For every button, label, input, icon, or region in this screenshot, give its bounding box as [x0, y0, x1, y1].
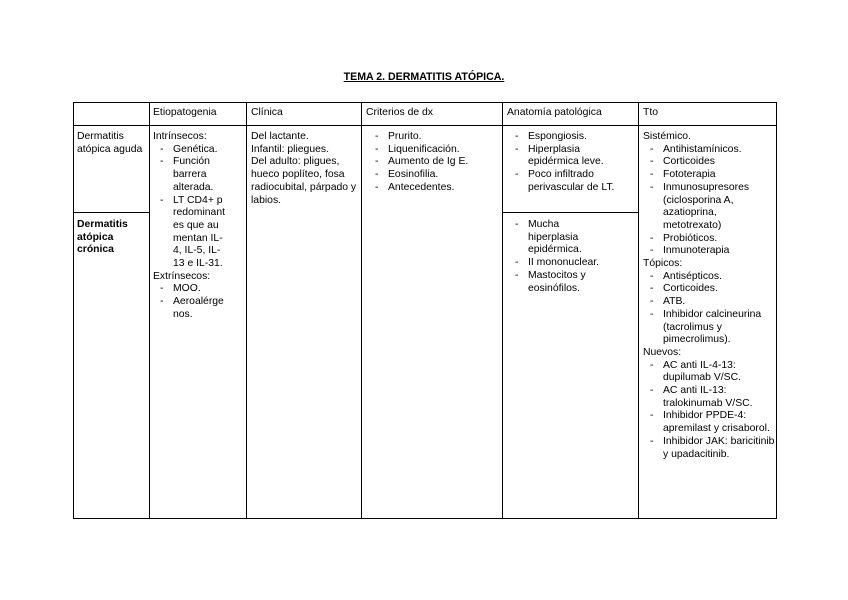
header-clinica: Clínica [251, 107, 283, 118]
tto-cell [643, 131, 775, 461]
list-item: - Inhibidor calcineurina (tacrolimus y pimecrolimus). [643, 309, 775, 347]
list-item: - Inmunoterapia [643, 245, 775, 258]
anatomia-cronica-cell [508, 219, 628, 295]
list-item: - Poco infiltrado perivascular de LT. [508, 169, 628, 194]
intrinsecos-label: Intrínsecos: [153, 131, 207, 142]
list-item: - Aumento de Ig E. [368, 156, 498, 169]
list-item: - Antisépticos. [643, 271, 775, 284]
row-label-cronica: Dermatitis atópica crónica [77, 219, 128, 256]
header-etiopatogenia: Etiopatogenia [153, 107, 217, 118]
header-anatomia: Anatomía patológica [507, 107, 602, 118]
list-item: - AC anti IL-13: tralokinumab V/SC. [643, 385, 775, 410]
list-item: - Aeroalérgenos. [153, 296, 225, 321]
list-item: - Inmunosupresores (ciclosporina A, azatioprina, metotrexato) [643, 182, 775, 233]
extrinsecos-label: Extrínsecos: [153, 270, 211, 282]
list-item: - Corticoides. [643, 283, 775, 296]
anatomia-aguda-cell [508, 131, 628, 195]
clinica-line: Del adulto: pligues, hueco poplíteo, fosa radiocubital, párpado y labios. [251, 156, 357, 206]
list-item: - Genética. [153, 144, 225, 157]
list-item: - Fototerapia [643, 169, 775, 182]
list-item: - MOO. [153, 283, 225, 296]
list-item: - Mucha hiperplasia epidérmica. [508, 219, 628, 257]
list-item: - Hiperplasia epidérmica leve. [508, 144, 628, 169]
header-criterios: Criterios de dx [366, 107, 433, 118]
list-item: - II mononuclear. [508, 257, 628, 270]
list-item: - LT CD4+ predominantes que aumentan IL-4, IL-5, IL-13 e IL-31. [153, 195, 225, 271]
page-title: TEMA 2. DERMATITIS ATÓPICA. [343, 71, 505, 83]
list-item: - Liquenificación. [368, 144, 498, 157]
list-item: - Espongiosis. [508, 131, 628, 144]
nuevos-label: Nuevos: [643, 346, 682, 358]
list-item: - Probióticos. [643, 233, 775, 246]
list-item: - Función barrera alterada. [153, 156, 225, 194]
list-item: - Antihistamínicos. [643, 144, 775, 157]
list-item: - Mastocitos y eosinófilos. [508, 270, 628, 295]
list-item: - AC anti IL-4-13: dupilumab V/SC. [643, 360, 775, 385]
list-item: - Antecedentes. [368, 182, 498, 195]
list-item: - Inhibidor PPDE-4: apremilast y crisaborol. [643, 410, 775, 435]
sistemico-label: Sistémico. [643, 131, 691, 142]
criterios-cell [368, 131, 498, 195]
topicos-label: Tópicos: [643, 258, 683, 270]
list-item: - Prurito. [368, 131, 498, 144]
list-item: - ATB. [643, 296, 775, 309]
row-label-aguda: Dermatitis atópica aguda [77, 131, 143, 155]
list-item: - Eosinofilia. [368, 169, 498, 182]
etiopatogenia-cell [153, 131, 245, 322]
clinica-line: Infantil: pliegues. [251, 143, 329, 155]
clinica-cell [251, 131, 359, 207]
clinica-line: Del lactante. [251, 131, 309, 142]
header-tto: Tto [643, 107, 659, 118]
list-item: - Inhibidor JAK: baricitinib y upadacitinib. [643, 436, 775, 461]
list-item: - Corticoides [643, 156, 775, 169]
